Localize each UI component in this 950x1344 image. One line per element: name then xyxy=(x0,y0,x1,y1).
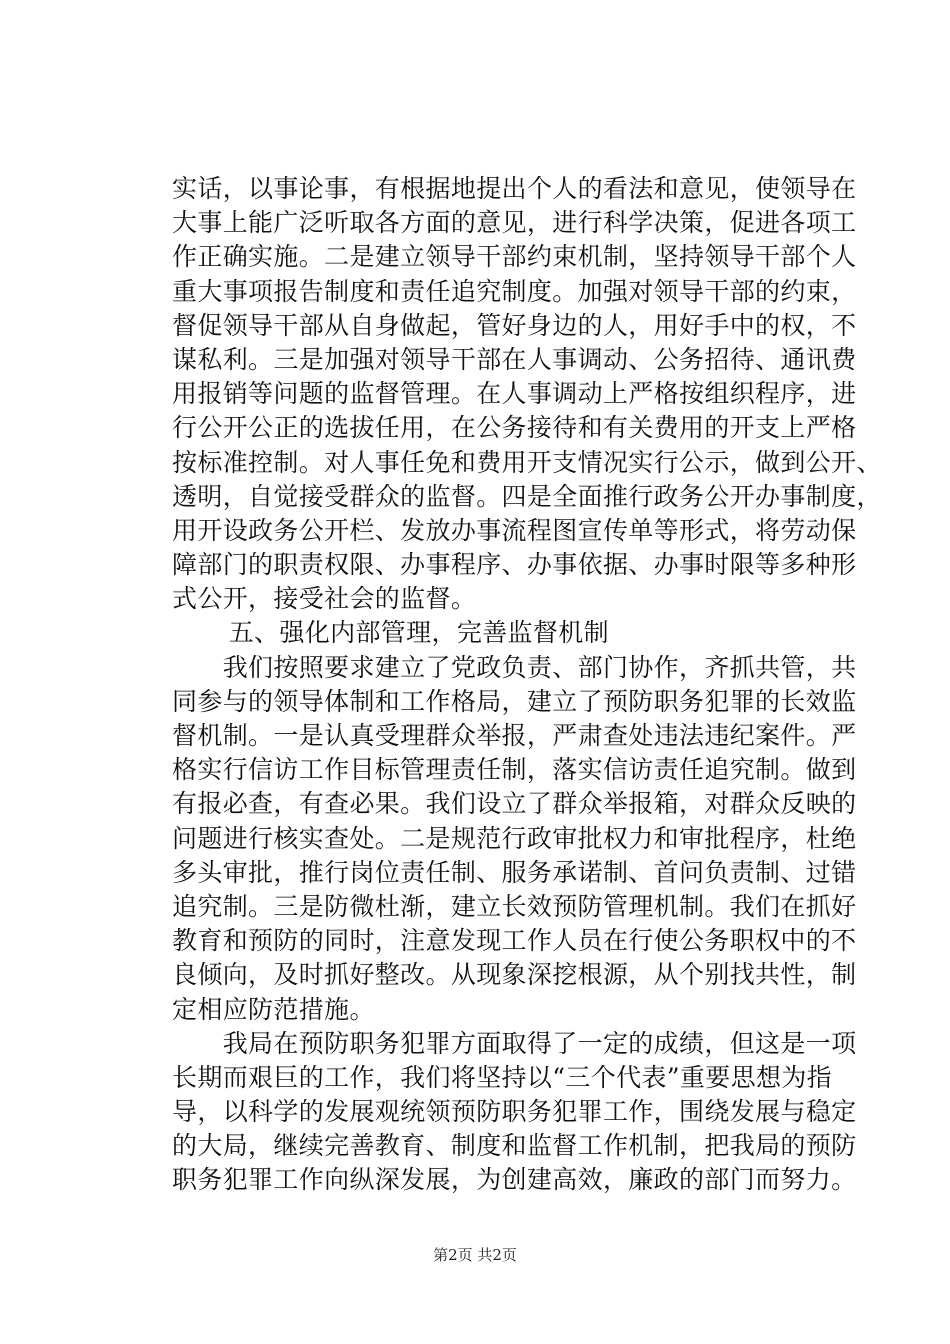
text-line: 督机制。一是认真受理群众举报，严肃查处违法违纪案件。严 xyxy=(172,721,857,750)
text-line: 的大局，继续完善教育、制度和监督工作机制，把我局的预防 xyxy=(172,1131,857,1161)
text-line: 有报必查，有查必果。我们设立了群众举报箱，对群众反映的 xyxy=(172,789,857,819)
text-line: 多头审批，推行岗位责任制、服务承诺制、首问负责制、过错 xyxy=(172,857,857,887)
text-line: 我局在预防职务犯罪方面取得了一定的成绩，但这是一项 xyxy=(172,1028,857,1058)
text-line: 大事上能广泛听取各方面的意见，进行科学决策，促进各项工 xyxy=(172,208,857,238)
text-line: 教育和预防的同时，注意发现工作人员在行使公务职权中的不 xyxy=(172,926,857,956)
text-line: 用报销等问题的监督管理。在人事调动上严格按组织程序，进 xyxy=(172,379,857,409)
text-line: 式公开，接受社会的监督。 xyxy=(172,584,477,614)
text-line: 导，以科学的发展观统领预防职务犯罪工作，围绕发展与稳定 xyxy=(172,1097,857,1127)
text-line: 重大事项报告制度和责任追究制度。加强对领导干部的约束， xyxy=(172,276,857,306)
text-line: 定相应防范措施。 xyxy=(172,994,375,1024)
text-line: 督促领导干部从自身做起，管好身边的人，用好手中的权，不 xyxy=(172,310,857,340)
text-line: 作正确实施。二是建立领导干部约束机制，坚持领导干部个人 xyxy=(172,242,857,272)
text-line: 透明，自觉接受群众的监督。四是全面推行政务公开办事制度， xyxy=(172,481,882,511)
text-line: 格实行信访工作目标管理责任制，落实信访责任追究制。做到 xyxy=(172,755,857,785)
text-line: 谋私利。三是加强对领导干部在人事调动、公务招待、通讯费 xyxy=(172,344,857,374)
text-line: 问题进行核实查处。二是规范行政审批权力和审批程序，杜绝 xyxy=(172,823,857,853)
page-footer xyxy=(0,1244,950,1265)
text-line: 按标准控制。对人事任免和费用开支情况实行公示，做到公开、 xyxy=(172,447,882,477)
text-line: 实话，以事论事，有根据地提出个人的看法和意见，使领导在 xyxy=(172,174,857,203)
text-line: 我们按照要求建立了党政负责、部门协作，齐抓共管，共 xyxy=(172,652,857,682)
page-number-label: 第2页 共2页 xyxy=(433,1246,517,1264)
text-line: 长期而艰巨的工作，我们将坚持以“三个代表”重要思想为指 xyxy=(172,1062,833,1092)
document-body xyxy=(172,172,882,1198)
section-heading: 五、强化内部管理，完善监督机制 xyxy=(178,618,609,648)
text-line: 行公开公正的选拔任用，在公务接待和有关费用的开支上严格 xyxy=(172,413,857,443)
text-line: 用开设政务公开栏、发放办事流程图宣传单等形式，将劳动保 xyxy=(172,515,857,545)
text-line: 同参与的领导体制和工作格局，建立了预防职务犯罪的长效监 xyxy=(172,686,857,716)
text-line: 障部门的职责权限、办事程序、办事依据、办事时限等多种形 xyxy=(172,550,857,580)
text-line: 追究制。三是防微杜渐，建立长效预防管理机制。我们在抓好 xyxy=(172,891,857,921)
text-line: 职务犯罪工作向纵深发展，为创建高效，廉政的部门而努力。 xyxy=(172,1165,857,1195)
text-line: 良倾向，及时抓好整改。从现象深挖根源，从个别找共性，制 xyxy=(172,960,857,990)
